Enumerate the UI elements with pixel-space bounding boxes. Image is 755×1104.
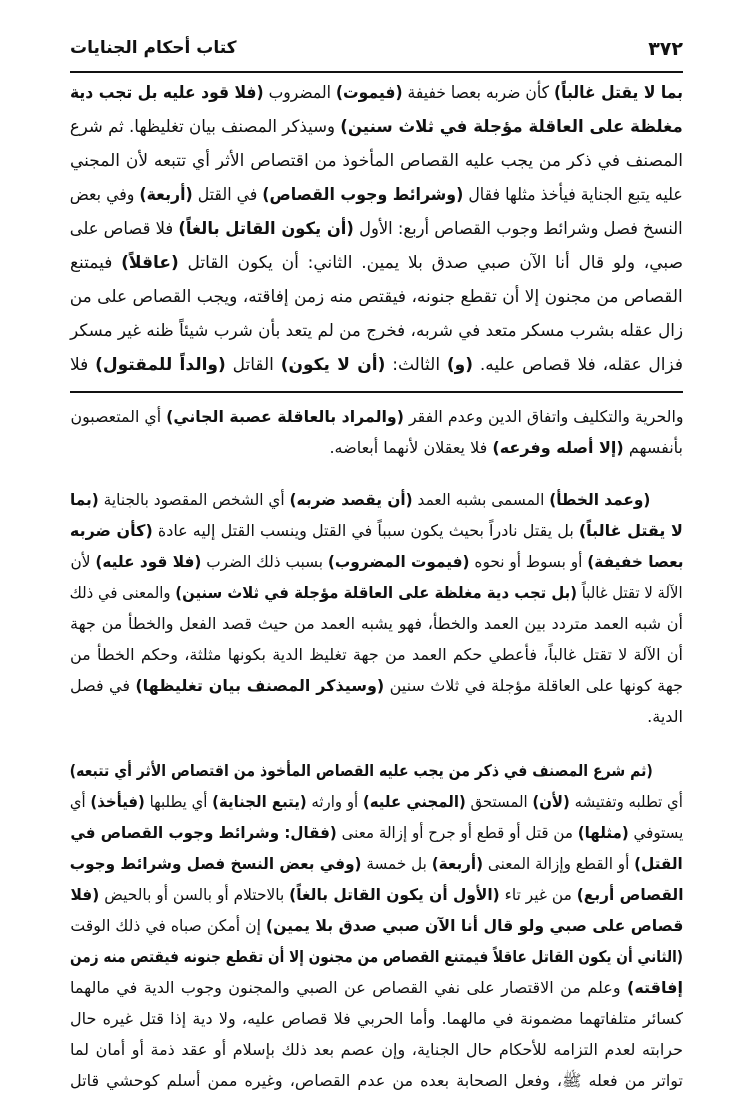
text-line — [70, 348, 683, 382]
text-line — [70, 144, 683, 178]
commentary-paragraph-2 — [70, 484, 683, 732]
text-line — [70, 608, 683, 639]
text-segment: المصنف في ذكر من يجب عليه القصاص المأخوذ من اقتصاص الأثر أي تتبعه لأن المجني — [70, 151, 683, 171]
bold-matn-text: (يتبع الجناية) — [212, 792, 307, 811]
bold-matn-text: القصاص أربع) — [576, 885, 683, 904]
header-rule — [70, 71, 683, 73]
page-header — [70, 38, 683, 64]
text-segment: كسائر متلفاتهما مضمونة في مالهما. وأما الحربي فلا قصاص عليه، ولا دية إذا قتل غيره حال — [70, 1009, 683, 1028]
bold-matn-text: (وسيذكر المصنف بيان تغليظها) — [135, 676, 385, 695]
bold-matn-text: (بل تجب دية مغلظة على العاقلة مؤجلة في ثلاث سنين) — [175, 583, 578, 602]
text-segment: فلا يعقلان لأنهما أبعاضه. — [329, 438, 493, 457]
bold-matn-text: (فيموت المضروب) — [327, 552, 470, 571]
text-line — [70, 910, 683, 941]
bold-matn-text: (وعمد الخطأ) — [549, 490, 651, 509]
bold-matn-text: القتل) — [634, 854, 683, 873]
text-segment: يستوفي — [628, 823, 683, 842]
text-segment: والمعنى في ذلك — [70, 583, 176, 602]
bold-matn-text: (أن يقصد ضربه) — [289, 490, 413, 509]
text-segment: فيمتنع — [70, 253, 122, 273]
text-segment: أن شبه العمد متردد بين العمد والخطأ، فهو يشبه العمد من حيث قصد الفعل والخطأ من جهة — [70, 614, 683, 633]
text-segment: جهة كونها على العاقلة مؤجلة في ثلاث سنين — [384, 676, 683, 695]
bold-matn-text: (بما — [70, 490, 99, 509]
text-segment: المسمى بشبه العمد — [412, 490, 550, 509]
text-line — [70, 314, 683, 348]
text-segment: بأنفسهم — [623, 438, 683, 457]
text-line — [70, 848, 683, 879]
text-segment: أي الشخص المقصود بالجناية — [98, 490, 290, 509]
text-segment: القصاص من مجنون إلا أن تقطع جنونه، فيقتص منه زمن إفاقته، ويجب القصاص على من — [70, 287, 683, 307]
text-segment: أي يطلبها — [144, 792, 213, 811]
text-segment: عليه يتبع الجناية فيأخذ مثلها فقال — [463, 185, 683, 205]
bold-matn-text: (أربعة) — [139, 185, 193, 205]
text-segment: أو القطع وإزالة المعنى — [483, 854, 635, 873]
text-line — [70, 879, 683, 910]
text-line — [70, 280, 683, 314]
text-line — [70, 670, 683, 701]
text-segment: أي — [70, 792, 91, 811]
bold-matn-text: بعصا خفيفة) — [586, 552, 683, 571]
text-segment: وسيذكر المصنف بيان تغليظها. ثم شرع — [70, 117, 341, 137]
bold-matn-text: (فيأخذ) — [90, 792, 145, 811]
text-segment: الدية. — [647, 707, 683, 726]
text-line — [70, 755, 683, 786]
text-segment: القاتل — [225, 355, 281, 375]
text-segment: النسخ فصل وشرائط وجوب القصاص أربع: الأول — [354, 219, 683, 239]
bold-matn-text: (ثم شرع المصنف في ذكر من يجب عليه القصاص المأخوذ من اقتصاص الأثر أي تتبعه) — [70, 761, 654, 780]
footnote-separator-rule — [70, 391, 683, 393]
text-line — [70, 76, 683, 110]
text-line — [70, 786, 683, 817]
text-line — [70, 246, 683, 280]
bold-matn-text: (فلا قود عليه بل تجب دية — [70, 83, 264, 103]
bold-matn-text: (و) — [446, 355, 473, 375]
text-line — [70, 1065, 683, 1096]
bold-matn-text: (والداً للمقتول) — [95, 355, 226, 375]
text-segment: بالاحتلام أو بالسن أو بالحيض — [98, 885, 289, 904]
bold-matn-text: (لأن) — [532, 792, 570, 811]
commentary-paragraph-3 — [70, 755, 683, 1096]
text-line — [70, 515, 683, 546]
text-line — [70, 484, 683, 515]
text-segment: أي المتعصبون — [70, 407, 166, 426]
text-segment: كأن ضربه بعصا خفيفة — [402, 83, 555, 103]
bold-matn-text: (الأول أن يكون القاتل بالغاً) — [288, 885, 500, 904]
bold-matn-text: (كأن ضربه — [70, 521, 153, 540]
text-segment: فلا قصاص على — [70, 219, 179, 239]
text-segment: أي تطلبه وتفتيشه — [569, 792, 683, 811]
bold-matn-text: إفاقته) — [627, 978, 683, 997]
text-line — [70, 817, 683, 848]
bold-matn-text: (وشرائط وجوب القصاص) — [262, 185, 464, 205]
bold-matn-text: (أن لا يكون) — [280, 355, 386, 375]
text-segment: من قتل أو قطع أو جرح أو إزالة معنى — [336, 823, 578, 842]
text-segment: أو وارثه — [306, 792, 364, 811]
text-segment: لأن — [70, 552, 95, 571]
text-line — [70, 432, 683, 463]
text-segment: الآلة لا تقتل غالباً — [577, 583, 683, 602]
text-segment: حرابته لعدم التزامه للأحكام حال الجناية، وإن عصم بعد ذلك بإسلام أو عقد ذمة أو أمان لما — [70, 1040, 683, 1059]
text-segment: بسبب ذلك الضرب — [200, 552, 328, 571]
bold-matn-text: (المجني عليه) — [363, 792, 466, 811]
text-segment: أن الآلة لا تقتل غالباً، فأعطي حكم العمد من جهة تغليظ الدية بكونها مثلثة، وحكم الخطأ من — [70, 645, 683, 664]
text-line — [70, 941, 683, 972]
commentary-paragraph-1 — [70, 401, 683, 463]
text-line — [70, 546, 683, 577]
text-segment: بل يقتل نادراً بحيث يكون سبباً في القتل وينسب القتل إليه عادة — [152, 521, 579, 540]
text-segment: أو بسوط أو نحوه — [469, 552, 587, 571]
bold-matn-text: (عاقلاً) — [121, 253, 179, 273]
bold-matn-text: (مثلها) — [577, 823, 629, 842]
bold-matn-text: لا يقتل غالباً) — [578, 521, 683, 540]
text-segment: فزال عقله، فلا قصاص عليه. — [472, 355, 683, 375]
bold-matn-text: (فيموت) — [335, 83, 403, 103]
bold-matn-text: مغلظة على العاقلة مؤجلة في ثلاث سنين) — [340, 117, 683, 137]
text-segment: والحرية والتكليف واتفاق الدين وعدم الفقر — [403, 407, 683, 426]
bold-matn-text: (والمراد بالعاقلة عصبة الجاني) — [165, 407, 404, 426]
text-segment: تواتر من فعله ﷺ، وفعل الصحابة بعده من عدم القصاص، وغيره ممن أسلم كوحشي قاتل — [70, 1071, 683, 1090]
bold-matn-text: (فلا قود عليه) — [94, 552, 201, 571]
text-line — [70, 577, 683, 608]
text-segment: المضروب — [263, 83, 336, 103]
bold-matn-text: قصاص على صبي ولو قال أنا الآن صبي صدق بلا يمين) — [265, 916, 683, 935]
bold-matn-text: (فلا — [70, 885, 99, 904]
bold-matn-text: (إلا أصله وفرعه) — [492, 438, 624, 457]
bold-matn-text: بما لا يقتل غالباً) — [554, 83, 683, 103]
text-segment: وفي بعض — [70, 185, 140, 205]
main-text — [70, 76, 683, 382]
bold-matn-text: (وفي بعض النسخ فصل وشرائط وجوب — [70, 854, 362, 873]
text-segment: من غير تاء — [499, 885, 577, 904]
text-line — [70, 701, 683, 732]
text-line — [70, 212, 683, 246]
text-line — [70, 972, 683, 1003]
bold-matn-text: (الثاني أن يكون القاتل عاقلاً فيمتنع القصاص من مجنون إلا أن تقطع جنونه فيقتص منه زمن — [70, 947, 683, 966]
text-segment: زال عقله بشرب مسكر متعد في شربه، فخرج من لم يتعد بأن شرب شيئاً ظنه غير مسكر — [70, 321, 683, 341]
text-segment: صبي، ولو قال أنا الآن صبي صدق بلا يمين. الثاني: أن يكون القاتل — [178, 253, 683, 273]
text-line — [70, 639, 683, 670]
text-segment: الثالث: — [385, 355, 447, 375]
text-segment: المستحق — [465, 792, 533, 811]
text-segment: فلا — [70, 355, 96, 375]
text-segment: في القتل — [192, 185, 263, 205]
text-line — [70, 401, 683, 432]
bold-matn-text: (فقال: وشرائط وجوب القصاص في — [70, 823, 337, 842]
text-segment: بل خمسة — [361, 854, 432, 873]
running-title: كتاب أحكام الجنايات — [70, 38, 237, 58]
bold-matn-text: (أربعة) — [431, 854, 484, 873]
page-number: ٣٧٢ — [648, 38, 683, 60]
text-line — [70, 110, 683, 144]
text-line — [70, 1034, 683, 1065]
text-segment: وعلم من الاقتصار على نفي القصاص عن الصبي والمجنون وجوب الدية في مالهما — [70, 978, 627, 997]
bold-matn-text: (أن يكون القاتل بالغاً) — [178, 219, 355, 239]
text-segment: إن أمكن صباه في ذلك الوقت — [70, 916, 266, 935]
text-line — [70, 1003, 683, 1034]
text-segment: في فصل — [70, 676, 136, 695]
text-line — [70, 178, 683, 212]
